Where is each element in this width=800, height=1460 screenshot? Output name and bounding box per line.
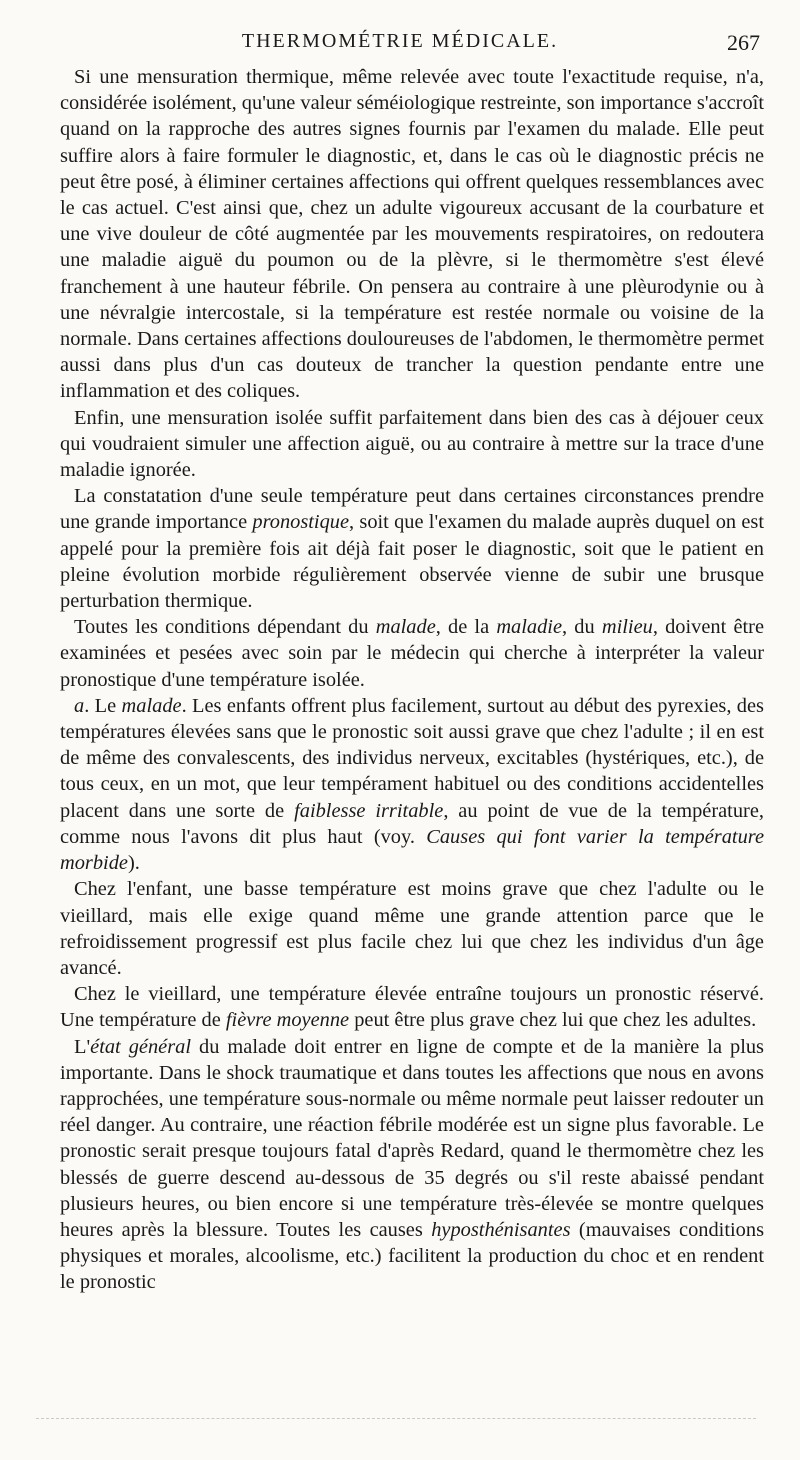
text-run: L' xyxy=(74,1035,91,1058)
text-run: ). xyxy=(127,852,140,875)
text-run: , soit que l'examen du malade auprès duquel on est appelé pour la première fois ait déjà fait poser le diagnostic, soit que le patient en pleine évolution morbide régulièrement observée vienne de subir une brusque perturbation thermique. xyxy=(60,511,764,613)
paragraph xyxy=(60,64,764,405)
paragraph xyxy=(60,876,764,981)
running-head xyxy=(0,30,800,60)
text-run: , de la xyxy=(435,616,497,639)
text-run: Chez l'enfant, une basse température est moins grave que chez l'adulte ou le vieillard, mais elle exige quand même une grande attention parce que le refroidissement progressif est plus facile chez lui que chez les individus d'un âge avancé. xyxy=(60,878,764,979)
italic-run: maladie xyxy=(496,616,563,639)
paragraph xyxy=(60,483,764,614)
italic-run: hyposthénisantes xyxy=(431,1218,571,1241)
paragraph xyxy=(60,981,764,1033)
text-run: Enfin, une mensuration isolée suffit parfaitement dans bien des cas à déjouer ceux qui voudraient simuler une affection aiguë, ou au contraire à mettre sur la trace d'une maladie ignorée. xyxy=(60,406,764,482)
text-run: (mauvaises conditions physiques et morales, alcoolisme, etc.) facilitent la production du choc et en rendent le pronostic xyxy=(60,1218,765,1294)
paragraph xyxy=(60,1034,764,1296)
text-run: Toutes les conditions dépendant du xyxy=(74,616,376,639)
text-run: , au point de vue de la température, comme nous l'avons dit plus haut (voy. xyxy=(60,799,764,848)
running-title: THERMOMÉTRIE MÉDICALE. xyxy=(241,30,559,52)
body-text xyxy=(60,64,764,1296)
italic-run: fièvre moyenne xyxy=(225,1009,350,1032)
text-run: du malade doit entrer en ligne de compte et de la manière la plus importante. Dans le shock traumatique et dans toutes les affections que nous en avons rapprochées, une température sous-normale ou même normale peut laisser redouter un réel danger. Au contraire, une réaction fébrile modérée est un signe plus favorable. Le pronostic serait presque toujours fatal d'après Redard, quand le thermomètre chez les blessés de guerre descend au-dessous de 35 degrés ou s'il reste abaissé pendant plusieurs heures, ou bien encore si une température très-élevée se montre quelques heures après la blessure. Toutes les causes xyxy=(60,1035,764,1241)
text-run: Chez le vieillard, une température élevée entraîne toujours un pronostic réservé. Une température de xyxy=(60,983,764,1032)
italic-run: milieu xyxy=(601,616,653,639)
footer-rule xyxy=(36,1418,756,1419)
italic-run: faiblesse irritable xyxy=(294,799,444,822)
text-run: , du xyxy=(562,616,602,639)
italic-run: état général xyxy=(90,1035,192,1058)
italic-run: pronostique xyxy=(252,511,350,534)
text-run: Si une mensuration thermique, même relevée avec toute l'exactitude requise, n'a, considérée isolément, qu'une valeur séméiologique restreinte, son importance s'accroît quand on la rapproche des autres signes fournis par l'examen du malade. Elle peut suffire alors à faire formuler le diagnostic, et, dans le cas où le diagnostic précis ne peut être posé, à éliminer certaines affections qui offrent quelques ressemblances avec le cas actuel. C'est ainsi que, chez un adulte vigoureux accusant de la courbature et une vive douleur de côté augmentée par les mouvements respiratoires, on redoutera une maladie aiguë du poumon ou de la plèvre, si le thermomètre s'est élevé franchement à une hauteur fébrile. On pensera au contraire à une plèurodynie ou à une névralgie intercostale, si la température est restée normale ou voisine de la normale. Dans certaines affections douloureuses de l'abdomen, le thermomètre permet aussi dans plus d'un cas douteux de trancher la question pendante entre une inflammation et des coliques. xyxy=(60,66,764,403)
text-run: peut être plus grave chez lui que chez les adultes. xyxy=(349,1009,757,1032)
italic-run: Causes qui font varier la température morbide xyxy=(60,825,765,875)
italic-run: malade xyxy=(375,616,436,639)
paragraph xyxy=(60,405,764,484)
paragraph xyxy=(60,693,764,876)
italic-run: a xyxy=(74,694,85,717)
italic-run: malade xyxy=(121,694,182,717)
text-run: La constatation d'une seule température peut dans certaines circonstances prendre une grande importance xyxy=(60,485,764,534)
text-run: . Le xyxy=(84,694,122,717)
page-number: 267 xyxy=(727,30,760,55)
text-run: , doivent être examinées et pesées avec soin par le médecin qui cherche à interpréter la valeur pronostique d'une température isolée. xyxy=(60,616,765,691)
text-run: . Les enfants offrent plus facilement, surtout au début des pyrexies, des températures élevées sans que le pronostic soit aussi grave que chez l'adulte ; il en est de même des convalescents, des individus nerveux, excitables (hystériques, etc.), de tous ceux, en un mot, que leur tempérament habituel ou des conditions accidentelles placent dans une sorte de xyxy=(60,694,764,822)
paragraph xyxy=(60,614,764,693)
